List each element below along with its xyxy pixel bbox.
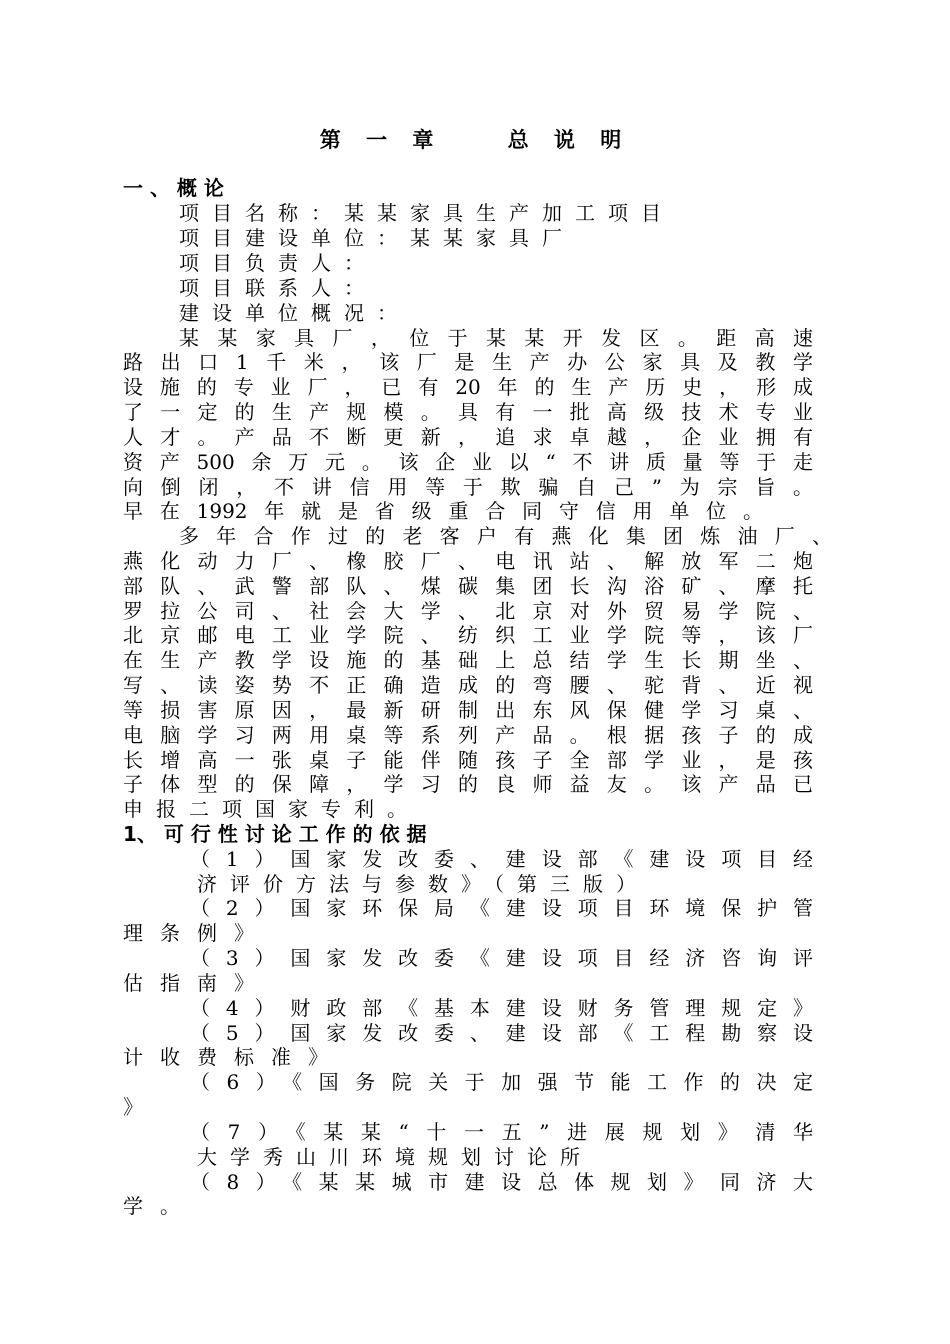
basis-item-8-cont: 学。 [123,1194,197,1218]
project-unit-line: 项目建设单位：某某家具厂 [179,226,575,250]
basis-item-3-cont: 估指南》 [123,971,271,995]
para1-line: 某某家具厂，位于某某开发区。距高速 [179,326,813,350]
para2-line: 写、读姿势不正确造成的弯腰、驼背、近视 [123,673,813,697]
project-leader-line: 项目负责人： [179,251,377,275]
basis-item-1: （1）国家发改委、建设部《建设项目经 [190,847,813,871]
para2-line: 等损害原因，最新研制出东风保健学习桌、 [123,698,813,722]
basis-item-5: （5）国家发改委、建设部《工程勘察设 [190,1021,813,1045]
unit-overview-line: 建设单位概况： [179,301,410,325]
basis-item-4: （4）财政部《基本建设财务管理规定》 [190,996,813,1020]
para2-line: 电脑学习两用桌等系列产品。根据孩子的成 [123,723,813,747]
para2-line: 申报二项国家专利。 [123,797,420,821]
section-heading-basis: 1、 可 行 性 讨 论 工 作 的 依 据 [123,822,427,846]
para2-line: 子体型的保障，学习的良师益友。该产品已 [123,772,813,796]
basis-item-1-cont: 济评价方法与参数》（第三版） [197,872,649,896]
section-heading-overview: 一 、 概 论 [123,176,224,200]
para1-line: 资产500余万元。该企业以“不讲质量等于走 [123,450,813,474]
basis-item-3: （3）国家发改委《建设项目经济咨询评 [190,946,813,970]
para1-line: 早在1992年就是省级重合同守信用单位。 [123,499,763,523]
para1-line: 设施的专业厂，已有20年的生产历史，形成 [123,375,813,399]
basis-item-6-cont: 》 [123,1095,143,1119]
basis-item-6: （6）《国务院关于加强节能工作的决定 [190,1070,813,1094]
basis-item-8: （8）《某某城市建设总体规划》同济大 [190,1170,813,1194]
para2-line: 多年合作过的老客户有燕化集团炼油厂、 [179,524,832,548]
para2-line: 长增高一张桌子能伴随孩子全部学业，是孩 [123,748,813,772]
para2-line: 部队、武警部队、煤碳集团长沟浴矿、摩托 [123,574,813,598]
para1-line: 人才。产品不断更新，追求卓越，企业拥有 [123,425,813,449]
para1-line: 向倒闭，不讲信用等于欺骗自己”为宗旨。 [123,475,813,499]
chapter-title: 第 一 章 总 说 明 [319,128,631,152]
para1-line: 了一定的生产规模。具有一批高级技术专业 [123,400,813,424]
basis-item-7: （7）《某某“十一五”进展规划》清华 [190,1120,813,1144]
project-contact-line: 项目联系人： [179,276,377,300]
basis-item-5-cont: 计收费标准》 [123,1045,345,1069]
para2-line: 燕化动力厂、橡胶厂、电讯站、解放军二炮 [123,549,813,573]
para2-line: 在生产教学设施的基础上总结学生长期坐、 [123,648,813,672]
basis-item-2: （2）国家环保局《建设项目环境保护管 [190,896,813,920]
basis-item-2-cont: 理条例》 [123,921,271,945]
para2-line: 北京邮电工业学院、纺织工业学院等，该厂 [123,623,813,647]
para2-line: 罗拉公司、社会大学、北京对外贸易学院、 [123,599,813,623]
project-name-line: 项目名称：某某家具生产加工项目 [179,201,674,225]
basis-item-7-cont: 大学秀山川环境规划讨论所 [197,1145,593,1169]
para1-line: 路出口1千米，该厂是生产办公家具及教学 [123,350,813,374]
